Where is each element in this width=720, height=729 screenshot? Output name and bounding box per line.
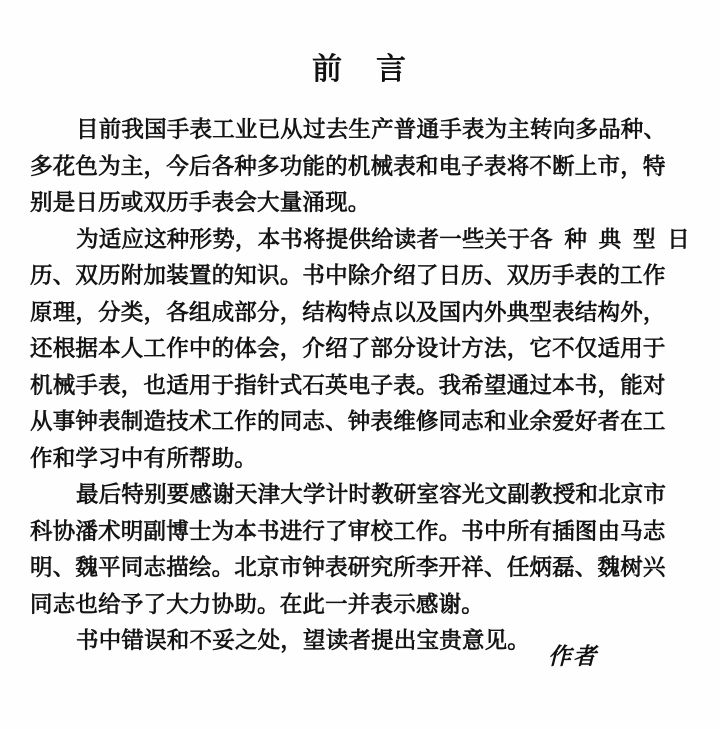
text-line: 多花色为主，今后各种多功能的机械表和电子表将不断上市，特 xyxy=(30,153,666,180)
text-line: 科协潘术明副博士为本书进行了审校工作。书中所有插图由马志 xyxy=(30,518,666,545)
text-line: 作和学习中有所帮助。 xyxy=(30,445,258,472)
text-run: 日 xyxy=(667,226,690,253)
paragraph-2 xyxy=(30,222,690,478)
text-line: 还根据本人工作中的体会，介绍了部分设计方法，它不仅适用于 xyxy=(30,336,666,362)
text-run: 种 xyxy=(564,226,588,253)
text-run: 为适应这种形势，本书将提供给读者一些关于各 xyxy=(76,226,553,253)
text-run: 典 xyxy=(598,226,622,253)
paragraph-3 xyxy=(30,477,690,623)
text-line: 机械手表，也适用于指针式石英电子表。我希望通过本书，能对 xyxy=(30,372,666,399)
text-run: 型 xyxy=(632,226,656,253)
preface-body xyxy=(30,112,690,660)
page-title: 前 言 xyxy=(312,52,408,87)
paragraph-1 xyxy=(30,112,690,222)
text-line: 书中错误和不妥之处，望读者提出宝贵意见。 xyxy=(76,628,531,654)
text-line: 别是日历或双历手表会大量涌现。 xyxy=(30,190,371,216)
text-line: 原理，分类，各组成部分，结构特点以及国内外典型表结构外， xyxy=(30,299,666,326)
text-line: 从事钟表制造技术工作的同志、钟表维修同志和业余爱好者在工 xyxy=(30,409,666,435)
text-line: 最后特别要感谢天津大学计时教研室容光文副教授和北京市 xyxy=(76,482,667,508)
text-line: 历、双历附加装置的知识。书中除介绍了日历、双历手表的工作 xyxy=(30,263,666,289)
text-line: 目前我国手表工业已从过去生产普通手表为主转向多品种、 xyxy=(76,117,667,143)
text-line: 同志也给予了大力协助。在此一并表示感谢。 xyxy=(30,591,485,618)
author-signature: 作者 xyxy=(548,643,598,670)
signature-row xyxy=(30,638,690,671)
text-line: 明、魏平同志描绘。北京市钟表研究所李开祥、任炳磊、魏树兴 xyxy=(30,555,666,581)
text-line-justified xyxy=(30,222,690,259)
